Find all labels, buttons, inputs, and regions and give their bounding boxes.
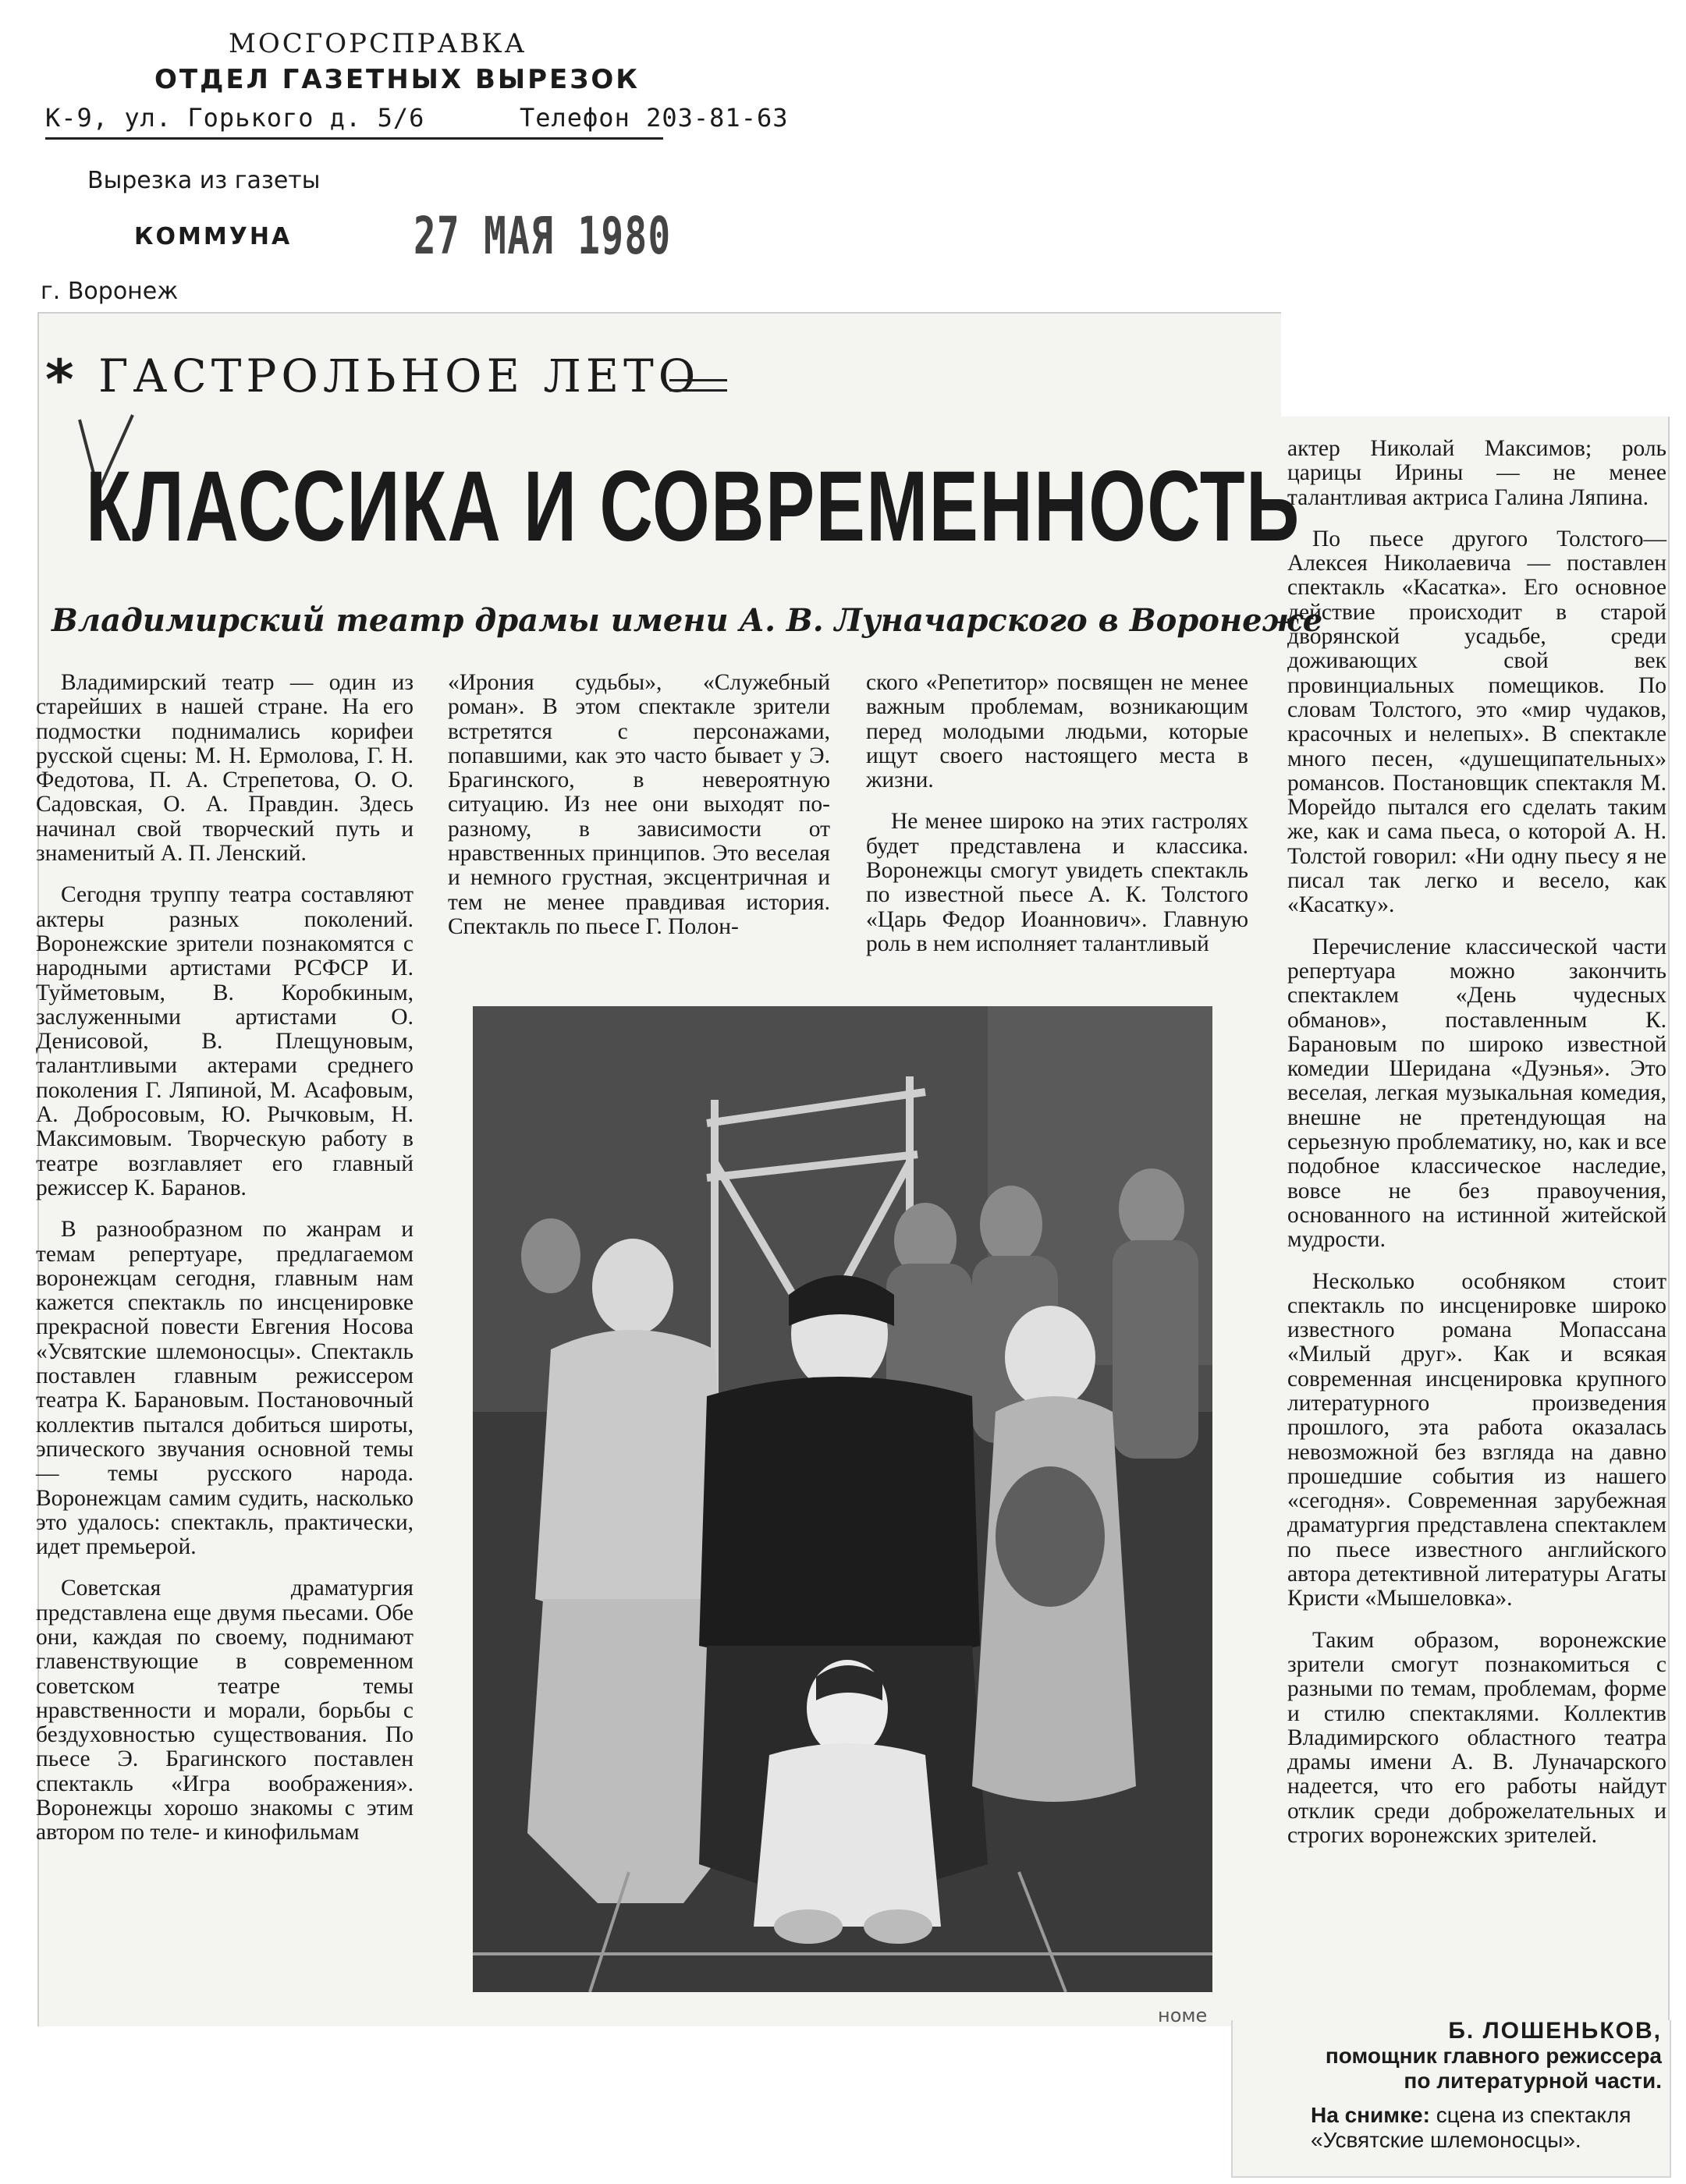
article-column-1 (36, 671, 414, 1863)
rubric-asterisk: * (45, 348, 74, 412)
paragraph: Не менее широко на этих гастролях будет представлена и классика. Воронежцы смогут увидеть спектакль по известной пьесе А. К. Толстого «Царь Федор Иоаннович». Главную роль в нем исполняет талантливый (866, 809, 1248, 956)
scene-photo (473, 1006, 1212, 1992)
newspaper-name: КОММУНА (134, 223, 293, 250)
paragraph: Сегодня труппу театра составляют актеры разных поколений. Воронежские зрители познакомятся с народными артистами РСФСР И. Туйметовым, В. Коробкиным, заслуженными артистами О. Денисовой, В. Плещуновым, талантливыми актерами среднего поколения Г. Ляпиной, М. Асафовым, А. Добросовым, Ю. Рычковым, Н. Максимовым. Творческую работу в театре возглавляет его главный режиссер К. Баранов. (36, 882, 414, 1200)
paragraph: ского «Репетитор» посвящен не менее важным проблемам, возникающим перед молодыми людьми, которые ищут своего настоящего места в жизни. (866, 670, 1248, 793)
stamp-department: ОТДЕЛ ГАЗЕТНЫХ ВЫРЕЗОК (154, 64, 641, 95)
article-column-3 (866, 671, 1248, 973)
author-title-line-1: помощник главного режиссера (1325, 2044, 1662, 2068)
article-column-2 (448, 671, 830, 956)
stamp-address-line (45, 103, 788, 133)
paragraph: Перечисление классической части репертуара можно закончить спектаклем «День чудесных обманов», поставленным К. Барановым по широко известной комедии Шеридана «Дуэнья». Это веселая, легкая музыкальная комедия, внешне не претендующая на серьезную проблематику, но, как и все подобное классическое наследие, вовсе не без правоучения, основанного на истинной житейской мудрости. (1287, 934, 1666, 1253)
article-subtitle: Владимирский театр драмы имени А. В. Луначарского в Воронеже (51, 602, 1323, 639)
paragraph: Владимирский театр — один из старейших в нашей стране. На его подмостки поднимались корифеи русской сцены: М. Н. Ермолова, Г. Н. Федотова, П. А. Стрепетова, О. О. Садовская, О. А. Правдин. Здесь начинал свой творческий путь и знаменитый А. П. Ленский. (36, 670, 414, 867)
rubric-double-rule (669, 379, 727, 392)
paragraph: По пьесе другого Толстого— Алексея Николаевича — поставлен спектакль «Касатка». Его основное действие происходит в старой дворянской усадьбе, среди доживающих свой век провинциальных помещиков. По словам Толстого, это «мир чудаков, красочных и нелепых». В спектакле много песен, «душещипательных» романсов. Постановщик спектакля М. Морейдо пытался его сделать таким же, как и сама пьеса, о которой А. Н. Толстой говорил: «Ни одну пьесу я не писал так легко и весело, как «Касатку». (1287, 526, 1666, 918)
stamp-org: МОСГОРСПРАВКА (229, 28, 527, 59)
cut-from-label: Вырезка из газеты (87, 167, 321, 194)
photo-caption (1311, 2103, 1662, 2153)
bleed-through-text: номе (1158, 2005, 1208, 2026)
article-column-4 (1287, 437, 1666, 1865)
paragraph: актер Николай Максимов; роль царицы Ирины — не менее талантливая актриса Галина Ляпина. (1287, 436, 1666, 510)
article-headline: КЛАССИКА И СОВРЕМЕННОСТЬ (86, 451, 1301, 562)
paragraph: В разнообразном по жанрам и темам репертуаре, предлагаемом воронежцам сегодня, главным нам кажется спектакль по инсценировке прекрасной повести Евгения Носова «Усвятские шлемоносцы». Спектакль поставлен главным режиссером театра К. Барановым. Постановочный коллектив пытался добиться широты, эпического звучания основной темы — темы русского народа. Воронежцам самим судить, насколько это удалось: спектакль, практически, идет премьерой. (36, 1217, 414, 1560)
caption-text: сцена из спектакля «Усвятские шлемоносцы». (1311, 2103, 1631, 2152)
date-stamp: 27 МАЯ 1980 (414, 206, 672, 266)
paragraph: «Ирония судьбы», «Служебный роман». В этом спектакле зрители встретятся с персонажами, попавшими, как это часто бывает у Э. Брагинского, в невероятную ситуацию. Из нее они выходят по-разному, в зависимости от нравственных принципов. Это веселая и немного грустная, эксцентричная и тем не менее правдивая история. Спектакль по пьесе Г. Полон- (448, 670, 830, 939)
stamp-phone: Телефон 203-81-63 (519, 103, 789, 133)
author-block (1295, 2019, 1662, 2094)
stamp-address: К-9, ул. Горького д. 5/6 (45, 103, 425, 133)
stamp-rule (45, 137, 663, 140)
paragraph: Таким образом, воронежские зрители смогут познакомиться с разными по темам, проблемам, форме и стилю спектаклями. Коллектив Владимирского областного театра драмы имени А. В. Луначарского надеется, что его работы найдут отклик среди доброжелательных и строгих воронежских зрителей. (1287, 1627, 1666, 1849)
author-title-line-2: по литературной части. (1404, 2069, 1662, 2093)
city-label: г. Воронеж (41, 278, 179, 305)
rubric-title: ГАСТРОЛЬНОЕ ЛЕТО (98, 349, 701, 402)
bureau-stamp (45, 28, 789, 137)
caption-label: На снимке: (1311, 2103, 1430, 2127)
author-name: Б. ЛОШЕНЬКОВ, (1448, 2018, 1662, 2044)
paragraph: Советская драматургия представлена еще двумя пьесами. Обе они, каждая по своему, поднимают главенствующие в современном советском театре темы нравственности и морали, борьбы с бездуховностью существования. По пьесе Э. Брагинского поставлен спектакль «Игра воображения». Воронежцы хорошо знакомы с этим автором по теле- и кинофильмам (36, 1576, 414, 1845)
paragraph: Несколько особняком стоит спектакль по инсценировке широко известного романа Мопассана «Милый друг». Как и всякая современная инсценировка крупного литературного произведения прошлого, эта работа оказалась невозможной без взгляда на давно прошедшие события из нашего «сегодня». Современная зарубежная драматургия представлена спектаклем по пьесе известного английского автора детективной литературы Агаты Кристи «Мышеловка». (1287, 1268, 1666, 1611)
